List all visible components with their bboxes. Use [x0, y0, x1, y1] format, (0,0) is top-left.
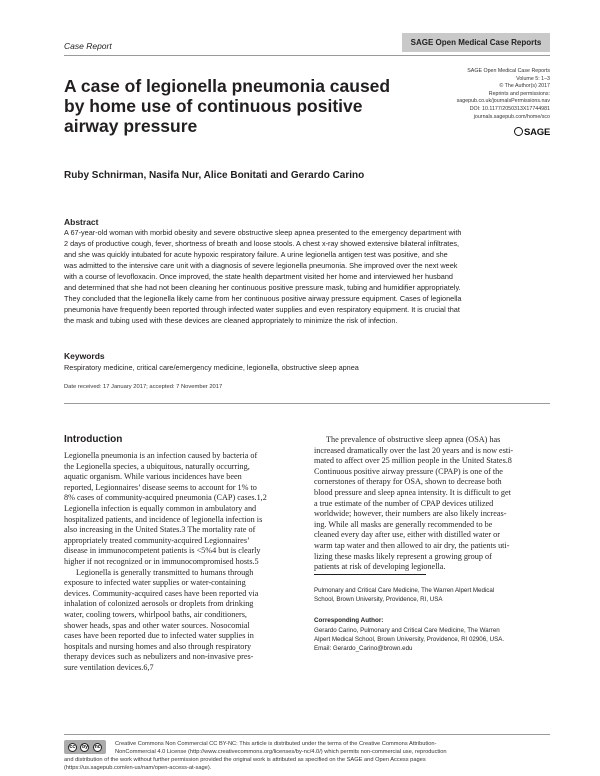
corresponding-line: Gerardo Carino, Pulmonary and Critical Care Medicine, The Warren — [314, 627, 500, 634]
body-line: cases have been reported due to infected water supplies in — [64, 631, 254, 641]
body-line: Legionella is generally transmitted to humans through — [76, 567, 254, 577]
body-line: aquatic organism. While various incidences have been — [64, 472, 242, 482]
body-line: ing. While all masks are generally recommended to be — [314, 519, 493, 529]
author-affiliation — [314, 586, 494, 604]
abstract-line: was admitted to the intensive care unit with a diagnosis of severe legionella pneumonia. She improved over the next week — [64, 261, 458, 270]
body-line: cleaned every day after use, either with distilled water or — [314, 530, 500, 540]
license-text-continued — [64, 756, 426, 773]
body-line: hospitalized patients, and incidence of legionella infection is — [64, 514, 263, 524]
title-line: by home use of continuous positive — [64, 96, 363, 116]
body-line: disease in immunocompetent patients is <5%4 but is clearly — [64, 546, 261, 556]
body-line: blood pressure and sleep apnea intensity. It is difficult to get — [314, 487, 511, 497]
keywords-line: Respiratory medicine, critical care/emergency medicine, legionella, obstructive sleep apnea — [64, 363, 359, 372]
article-type-label: Case Report — [64, 41, 112, 51]
meta-doi[interactable]: DOI: 10.1177/2050313X17744981 — [469, 105, 550, 112]
abstract-line: 2 days of productive cough, fever, shortness of breath and loose stools. A chest x-ray showed extensive bilateral infiltrates, — [64, 239, 460, 248]
cc-icon: cc — [69, 743, 76, 750]
body-line: shower heads, spas and other water sources. Nosocomial — [64, 620, 250, 630]
introduction-heading: Introduction — [64, 434, 123, 445]
section-divider — [64, 403, 550, 404]
creative-commons-badge[interactable] — [64, 740, 106, 754]
meta-volume: Volume 5: 1–3 — [516, 75, 550, 82]
keywords-text — [64, 362, 359, 373]
meta-copyright: © The Author(s) 2017 — [499, 83, 550, 90]
introduction-column-right — [314, 435, 554, 573]
body-line: patients at risk of developing legionella. — [314, 562, 446, 572]
article-title — [64, 76, 394, 136]
meta-journal-url[interactable]: journals.sagepub.com/home/sco — [473, 113, 550, 120]
body-line: exposure to infected water supplies or water-containing — [64, 578, 246, 588]
corresponding-email[interactable]: Email: Gerardo_Carino@brown.edu — [314, 645, 413, 652]
corresponding-author-details — [314, 626, 504, 653]
body-line: a true estimate of the number of CPAP devices utilized — [314, 498, 494, 508]
article-metadata — [420, 68, 550, 121]
meta-reprints: Reprints and permissions: — [488, 90, 550, 97]
body-line: inhalation of colonized aerosols or droplets from drinking — [64, 599, 254, 609]
body-line: Legionella infection is equally common in ambulatory and — [64, 503, 257, 513]
abstract-line: with a course of levofloxacin. Once improved, the state health department visited her home and interviewed her husband — [64, 272, 453, 281]
abstract-line: They concluded that the legionella likely came from her continuous positive airway pressure equipment. Cases of legionella — [64, 294, 462, 303]
header-divider — [64, 55, 550, 56]
publisher-logo: SAGE — [514, 126, 550, 138]
body-line: 8% cases of community-acquired pneumonia (CAP) cases.1,2 — [64, 493, 267, 503]
abstract-body — [64, 227, 556, 326]
title-line: A case of legionella pneumonia caused — [64, 76, 391, 96]
submission-dates: Date received: 17 January 2017; accepted: 7 November 2017 — [64, 384, 223, 390]
body-line: sure ventilation devices.6,7 — [64, 662, 154, 672]
license-text — [115, 740, 447, 757]
body-line: cornerstones of therapy for OSA, shown to decrease both — [314, 477, 502, 487]
body-line: the Legionella species, a ubiquitous, naturally occurring, — [64, 461, 250, 471]
body-line: worldwide; however, their numbers are also likely increas- — [314, 509, 507, 519]
abstract-line: and determined that she had not been cleaning her continuous positive pressure mask, tubing and humidifier appropriately. — [64, 283, 461, 292]
corresponding-line: Alpert Medical School, Brown University, Providence, RI 02906, USA. — [314, 636, 505, 643]
meta-journal: SAGE Open Medical Case Reports — [467, 68, 550, 74]
body-line: increased dramatically over the last 20 years and is now esti- — [314, 445, 514, 455]
body-line: Legionella pneumonia is an infection caused by bacteria of — [64, 451, 258, 460]
body-line: higher if not recognized or in immunocompromised hosts.5 — [64, 556, 259, 566]
license-link[interactable]: (https://us.sagepub.com/en-us/nam/open-access-at-sage). — [64, 765, 212, 772]
body-line: reported, Legionnaires’ disease seems to account for 1% to — [64, 482, 257, 492]
license-line: NonCommercial 4.0 License (http://www.creativecommons.org/licenses/by-nc/4.0/) which permits non-commercial use, reproduction — [115, 749, 447, 756]
body-line: lizing these masks likely represent a growing group of — [314, 551, 492, 561]
introduction-column-left — [64, 451, 304, 673]
footer-divider — [64, 734, 550, 735]
body-line: devices. Community-acquired cases have been reported via — [64, 588, 259, 598]
body-line: water, cooling towers, whirlpool baths, air conditioners, — [64, 609, 247, 619]
abstract-line: A 67-year-old woman with morbid obesity and severe obstructive sleep apnea presented to the emergency department with — [64, 228, 462, 237]
abstract-line: pneumonia have frequently been reported through infected water supplies and even respiratory equipment. It is crucial that — [64, 305, 460, 314]
meta-permissions-link[interactable]: sagepub.co.uk/journalsPermissions.nav — [456, 98, 550, 105]
body-line: Continuous positive airway pressure (CPAP) is one of the — [314, 466, 503, 476]
body-line: also increasing in the United States.3 The mortality rate of — [64, 525, 256, 535]
affiliation-line: Pulmonary and Critical Care Medicine, The Warren Alpert Medical — [314, 587, 495, 594]
author-list: Ruby Schnirman, Nasifa Nur, Alice Bonitati and Gerardo Carino — [64, 170, 365, 181]
license-line: and distribution of the work without further permission provided the original work is attributed as specified on the SAGE and Open Access pages — [64, 757, 426, 763]
footnote-divider — [314, 574, 426, 575]
affiliation-line: School, Brown University, Providence, RI, USA — [314, 596, 443, 603]
keywords-heading: Keywords — [64, 351, 105, 361]
body-line: hospitals and nursing homes and also through respiratory — [64, 641, 252, 651]
sage-circle-icon — [514, 127, 523, 136]
corresponding-author-heading: Corresponding Author: — [314, 617, 384, 624]
body-line: warm tap water and then allowed to air dry, the patients uti- — [314, 540, 510, 550]
abstract-heading: Abstract — [64, 217, 99, 227]
body-line: therapy devices such as nebulizers and non-invasive pres- — [64, 652, 254, 662]
body-line: mated to affect over 25 million people in the United States.8 — [314, 456, 512, 466]
body-line: appropriately treated community-acquired Legionnaires’ — [64, 535, 250, 545]
by-attribution-icon: by — [82, 743, 88, 750]
journal-name-tab: SAGE Open Medical Case Reports — [402, 33, 550, 52]
body-line: The prevalence of obstructive sleep apnea (OSA) has — [326, 435, 501, 444]
abstract-line: the mask and tubing used with these devices are cleaned appropriately to minimize the risk of infection. — [64, 316, 398, 325]
non-commercial-icon: nc — [94, 743, 101, 750]
title-line: airway pressure — [64, 116, 198, 136]
license-line: Creative Commons Non Commercial CC BY-NC: This article is distributed under the terms of the Creative Commons Attribution- — [115, 741, 437, 747]
abstract-line: and she was quickly intubated for acute hypoxic respiratory failure. A urine legionella antigen test was positive, and she — [64, 250, 448, 259]
